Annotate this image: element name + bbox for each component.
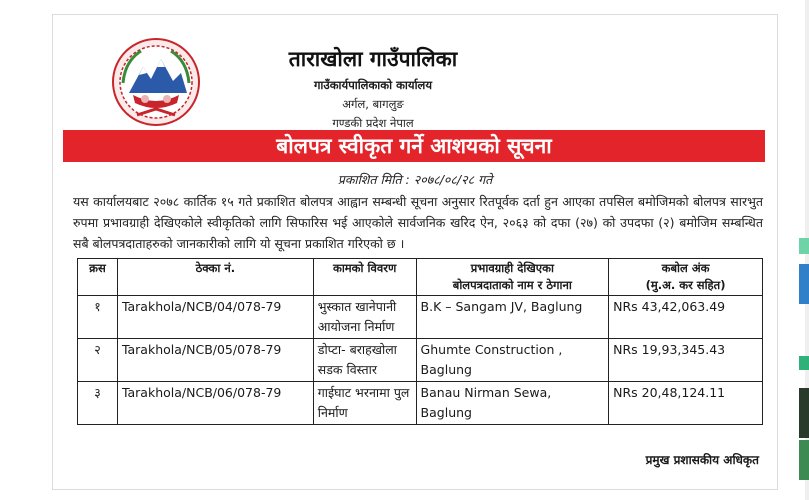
office-header xyxy=(233,45,513,131)
nepal-emblem-logo xyxy=(111,37,201,127)
col-header-work: कामको विवरण xyxy=(313,259,416,296)
side-tab xyxy=(799,238,809,254)
municipality-name: ताराखोला गाउँपालिका xyxy=(288,46,458,71)
office-province: गण्डकी प्रदेश नेपाल xyxy=(332,116,414,130)
table-row xyxy=(78,382,763,425)
cell-bidder: B.K – Sangam JV, Baglung xyxy=(416,296,609,339)
published-date: प्रकाशित मिति : २०७८/०८/२८ गते xyxy=(337,172,493,187)
col-header-amount-line1: कबोल अंक xyxy=(661,261,710,275)
bid-table xyxy=(77,258,763,425)
col-header-amount-line2: (मु.अ. कर सहित) xyxy=(645,278,726,292)
table-row xyxy=(78,296,763,339)
notice-title-banner: बोलपत्र स्वीकृत गर्ने आशयको सूचना xyxy=(63,130,765,162)
cell-contract: Tarakhola/NCB/04/078-79 xyxy=(117,296,313,339)
signatory-title: प्रमुख प्रशासकीय अधिकृत xyxy=(645,453,759,467)
col-header-bidder-line1: प्रभावग्राही देखिएका xyxy=(470,261,554,275)
col-header-sn: क्रस xyxy=(78,259,118,296)
side-tab xyxy=(799,440,809,480)
cell-sn: ३ xyxy=(78,382,118,425)
notice-body: यस कार्यालयबाट २०७८ कार्तिक १५ गते प्रकाशित बोलपत्र आह्वान सम्बन्धी सूचना अनुसार रितपूर्वक दर्ता हुन आएका तपसिल बमोजिमको बोलपत्र सारभुत रुपमा प्रभावग्राही देखिएकोले स्वीकृतिको लागि सिफारिस भई आएकोले सार्वजनिक खरिद ऐन, २०६३ को दफा (२७) को उपदफा (२) बमोजिम सम्बन्धित सबै बोलपत्रदाताहरुको जानकारीको लागि यो सूचना प्रकाशित गरिएको छ । xyxy=(73,194,763,251)
cell-bidder: Banau Nirman Sewa, Baglung xyxy=(416,382,609,425)
side-tab xyxy=(799,264,809,304)
cell-contract: Tarakhola/NCB/06/078-79 xyxy=(117,382,313,425)
office-name: गाउँकार्यपालिकाको कार्यालय xyxy=(313,78,433,92)
cell-sn: २ xyxy=(78,339,118,382)
notice-document xyxy=(52,14,778,490)
cell-amount: NRs 43,42,063.49 xyxy=(609,296,763,339)
cell-work: भुस्कात खानेपानी आयोजना निर्माण xyxy=(313,296,416,339)
table-row xyxy=(78,339,763,382)
cell-amount: NRs 20,48,124.11 xyxy=(609,382,763,425)
col-header-amount xyxy=(609,259,763,296)
col-header-bidder-line2: बोलपत्रदाताको नाम र ठेगाना xyxy=(452,278,572,292)
table-header-row xyxy=(78,259,763,296)
cell-work: गाईघाट भरनामा पुल निर्माण xyxy=(313,382,416,425)
col-header-bidder xyxy=(416,259,609,296)
side-tab xyxy=(799,388,809,438)
cell-bidder: Ghumte Construction , Baglung xyxy=(416,339,609,382)
side-tab xyxy=(799,356,809,370)
cell-contract: Tarakhola/NCB/05/078-79 xyxy=(117,339,313,382)
col-header-contract: ठेक्का नं. xyxy=(117,259,313,296)
cell-work: डोप्टा- बराहखोला सडक विस्तार xyxy=(313,339,416,382)
cell-sn: १ xyxy=(78,296,118,339)
cell-amount: NRs 19,93,345.43 xyxy=(609,339,763,382)
office-address: अर्गल, बागलुङ xyxy=(342,97,404,111)
